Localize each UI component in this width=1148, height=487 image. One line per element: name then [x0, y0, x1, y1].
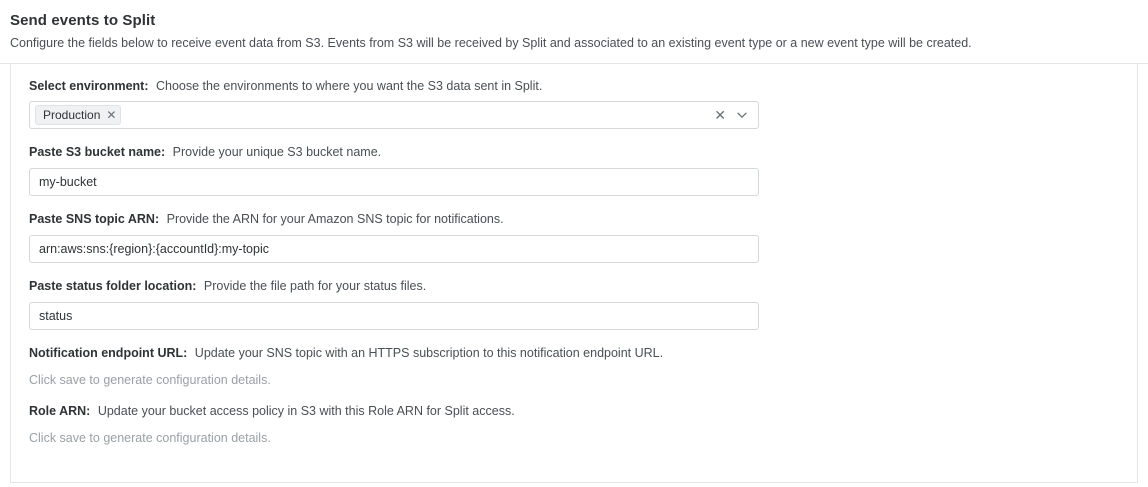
- sns-field-row: [29, 235, 1119, 263]
- role-arn-description: Update your bucket access policy in S3 with this Role ARN for Split access.: [97, 403, 515, 418]
- page-title: Send events to Split: [10, 12, 156, 29]
- status-folder-input[interactable]: [29, 302, 759, 330]
- notification-endpoint-label-text: Notification endpoint URL:: [29, 346, 188, 360]
- clear-icon[interactable]: ✕: [714, 107, 726, 124]
- sns-description: Provide the ARN for your Amazon SNS topic for notifications.: [166, 212, 504, 227]
- chevron-down-icon[interactable]: [735, 108, 749, 122]
- environment-chip-label: Production: [43, 108, 101, 123]
- page-header: [0, 0, 1148, 63]
- environment-field-row: [29, 101, 1119, 129]
- bucket-name-input[interactable]: [29, 168, 759, 196]
- environment-label: [29, 78, 1119, 95]
- bucket-field-row: [29, 168, 1119, 196]
- status-folder-field-row: [29, 302, 1119, 330]
- environment-chip[interactable]: [35, 105, 121, 125]
- notification-endpoint-note: Click save to generate configuration details.: [29, 372, 271, 387]
- configuration-card: [10, 64, 1138, 483]
- notification-endpoint-label: [29, 345, 1119, 362]
- status-folder-label-text: Paste status folder location:: [29, 279, 197, 294]
- close-icon[interactable]: ✕: [106, 108, 117, 123]
- role-arn-label-text: Role ARN:: [29, 403, 91, 418]
- bucket-label: [29, 144, 1119, 161]
- sns-label-text: Paste SNS topic ARN:: [29, 212, 160, 227]
- page-subtitle: Configure the fields below to receive event data from S3. Events from S3 will be received by Split and associated to an existing event type or a new event type will be created.: [10, 36, 972, 50]
- role-arn-label: [29, 403, 1119, 420]
- status-folder-label: [29, 278, 1119, 295]
- status-folder-description: Provide the file path for your status files.: [203, 279, 427, 294]
- environment-multiselect[interactable]: [29, 101, 759, 129]
- notification-endpoint-description: Update your SNS topic with an HTTPS subscription to this notification endpoint URL.: [194, 346, 664, 360]
- role-arn-note: Click save to generate configuration details.: [29, 430, 271, 445]
- bucket-description: Provide your unique S3 bucket name.: [172, 145, 382, 160]
- environment-label-text: Select environment:: [29, 78, 149, 93]
- sns-topic-arn-input[interactable]: [29, 235, 759, 263]
- environment-description: Choose the environments to where you want the S3 data sent in Split.: [155, 78, 543, 93]
- sns-label: [29, 211, 1119, 228]
- bucket-label-text: Paste S3 bucket name:: [29, 145, 166, 160]
- environment-select-actions: [714, 108, 752, 122]
